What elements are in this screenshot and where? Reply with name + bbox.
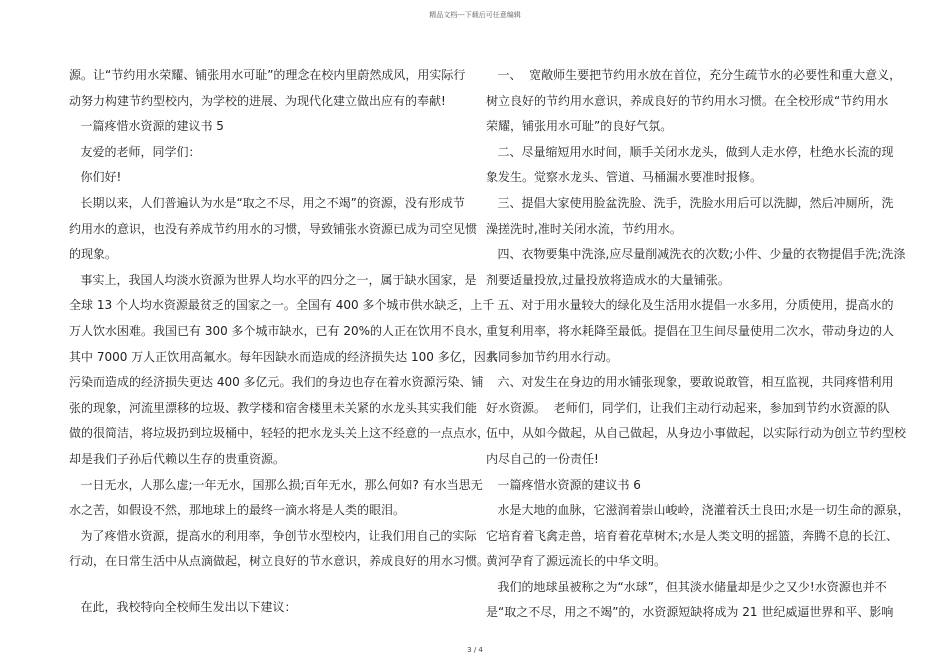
- paragraph-line: 三、提倡大家使用脸盆洗脸、洗手，洗脸水用后可以洗脚，然后冲厕所，洗: [486, 195, 894, 210]
- right-column: [486, 63, 910, 626]
- left-column: [69, 63, 498, 620]
- paragraph-line: 我们的地球虽被称之为“水球”，但其淡水储量却是少之又少!水资源也并不: [486, 579, 887, 594]
- paragraph-line: 内尽自己的一份责任!: [486, 451, 599, 466]
- paragraph-line: 水是大地的血脉，它滋润着崇山峻岭，浇灌着沃土良田;水是一切生命的源泉，: [486, 503, 910, 518]
- section-heading: 一篇疼惜水资源的建议书 6: [486, 477, 641, 492]
- paragraph-line: 行动，在日常生活中从点滴做起，树立良好的节水意识，养成良好的用水习惯。: [69, 554, 490, 569]
- paragraph-line: 的现象。: [69, 247, 118, 262]
- paragraph-line: 其中 7000 万人正饮用高氟水。每年因缺水而造成的经济损失达 100 多亿，因水: [69, 349, 498, 364]
- paragraph-line: 树立良好的节约用水意识，养成良好的节约用水习惯。在全校形成“节约用水: [486, 93, 889, 108]
- section-heading: 一篇疼惜水资源的建议书 5: [69, 119, 224, 134]
- page-header: 精品文档---下载后可任意编辑: [429, 11, 521, 19]
- paragraph-line: 伍中，从如今做起，从自己做起，从身边小事做起，以实际行动为创立节约型校: [486, 426, 907, 441]
- paragraph-line: 却是我们子孙后代赖以生存的贵重资源。: [69, 451, 286, 466]
- paragraph-line: 水之苦，如假设不然，那地球上的最终一滴水将是人类的眼泪。: [69, 503, 406, 518]
- paragraph-line: 四、衣物要集中洗涤,应尽量削减洗衣的次数;小件、少量的衣物提倡手洗;洗涤: [486, 247, 906, 262]
- paragraph-line: 六、对发生在身边的用水铺张现象，要敢说敢管，相互监视，共同疼惜利用: [486, 375, 894, 390]
- salutation: 友爱的老师，同学们：: [69, 144, 201, 159]
- paragraph-line: 全球 13 个人均水资源最贫乏的国家之一。全国有 400 多个城市供水缺乏，上千: [69, 298, 495, 313]
- paragraph-line: 好水资源。 老师们，同学们，让我们主动行动起来，参加到节约水资源的队: [486, 400, 890, 415]
- paragraph-line: 一日无水，人那么虚;一年无水，国那么损;百年无水，那么何如? 有水当思无: [69, 477, 483, 492]
- paragraph-line: 源。让“节约用水荣耀、铺张用水可耻”的理念在校内里蔚然成风，用实际行: [69, 68, 466, 82]
- paragraph-line: 长期以来，人们普遍认为水是“取之不尽，用之不竭”的资源，没有形成节: [69, 195, 465, 210]
- paragraph-line: 做的很简洁，将垃圾扔到垃圾桶中，轻轻的把水龙头关上这不经意的一点点水，: [69, 426, 490, 441]
- paragraph-line: 事实上，我国人均淡水资源为世界人均水平的四分之一，属于缺水国家，是: [69, 272, 477, 287]
- paragraph-line: 重复利用率，将水耗降至最低。提倡在卫生间尽量使用二次水，带动身边的人: [486, 323, 895, 338]
- paragraph-line: 约用水的意识，也没有养成节约用水的习惯，导致铺张水资源已成为司空见惯: [69, 221, 478, 236]
- paragraph-line: 剂要适量投放,过量投放将造成水的大量铺张。: [486, 272, 730, 287]
- paragraph-line: 荣耀，铺张用水可耻”的良好气氛。: [486, 119, 673, 134]
- paragraph-line: 一、 宽敞师生要把节约用水放在首位，充分生疏节水的必要性和重大意义，: [486, 68, 902, 82]
- paragraph-line: 澡搓洗时,准时关闭水流，节约用水。: [486, 221, 682, 236]
- paragraph-line: 五、对于用水量较大的绿化及生活用水提倡一水多用，分质使用，提高水的: [486, 298, 894, 313]
- paragraph-line: 为了疼惜水资源，提高水的利用率，争创节水型校内，让我们用自己的实际: [69, 528, 477, 543]
- paragraph-line: 张的现象，河流里漂移的垃圾、教学楼和宿舍楼里未关紧的水龙头其实我们能: [69, 400, 478, 415]
- blank-line: [69, 575, 469, 595]
- paragraph-line: 象发生。觉察水龙头、管道、马桶漏水要准时报修。: [486, 170, 763, 185]
- paragraph-line: 污染而造成的经济损失更达 400 多亿元。我们的身边也存在着水资源污染、铺: [69, 375, 484, 390]
- greeting: 你们好!: [69, 170, 122, 185]
- paragraph-line: 动努力构建节约型校内，为学校的进展、为现代化建立做出应有的奉献!: [69, 93, 446, 108]
- paragraph-line: 黄河孕育了源远流长的中华文明。: [486, 554, 667, 569]
- paragraph-line: 共同参加节约用水行动。: [486, 349, 619, 364]
- paragraph-line: 它培育着飞禽走兽，培育着花草树木;水是人类文明的摇篮，奔腾不息的长江、: [486, 528, 899, 543]
- page-number: 3 / 4: [467, 646, 483, 654]
- paragraph-line: 二、尽量缩短用水时间，顺手关闭水龙头，做到人走水停，杜绝水长流的现: [486, 144, 894, 159]
- paragraph-line: 万人饮水困难。我国已有 300 多个城市缺水，已有 20%的人正在饮用不良水，: [69, 323, 491, 338]
- paragraph-line: 是“取之不尽，用之不竭”的，水资源短缺将成为 21 世纪威逼世界和平、影响: [486, 605, 894, 620]
- paragraph-line: 在此，我校特向全校师生发出以下建议：: [69, 599, 297, 614]
